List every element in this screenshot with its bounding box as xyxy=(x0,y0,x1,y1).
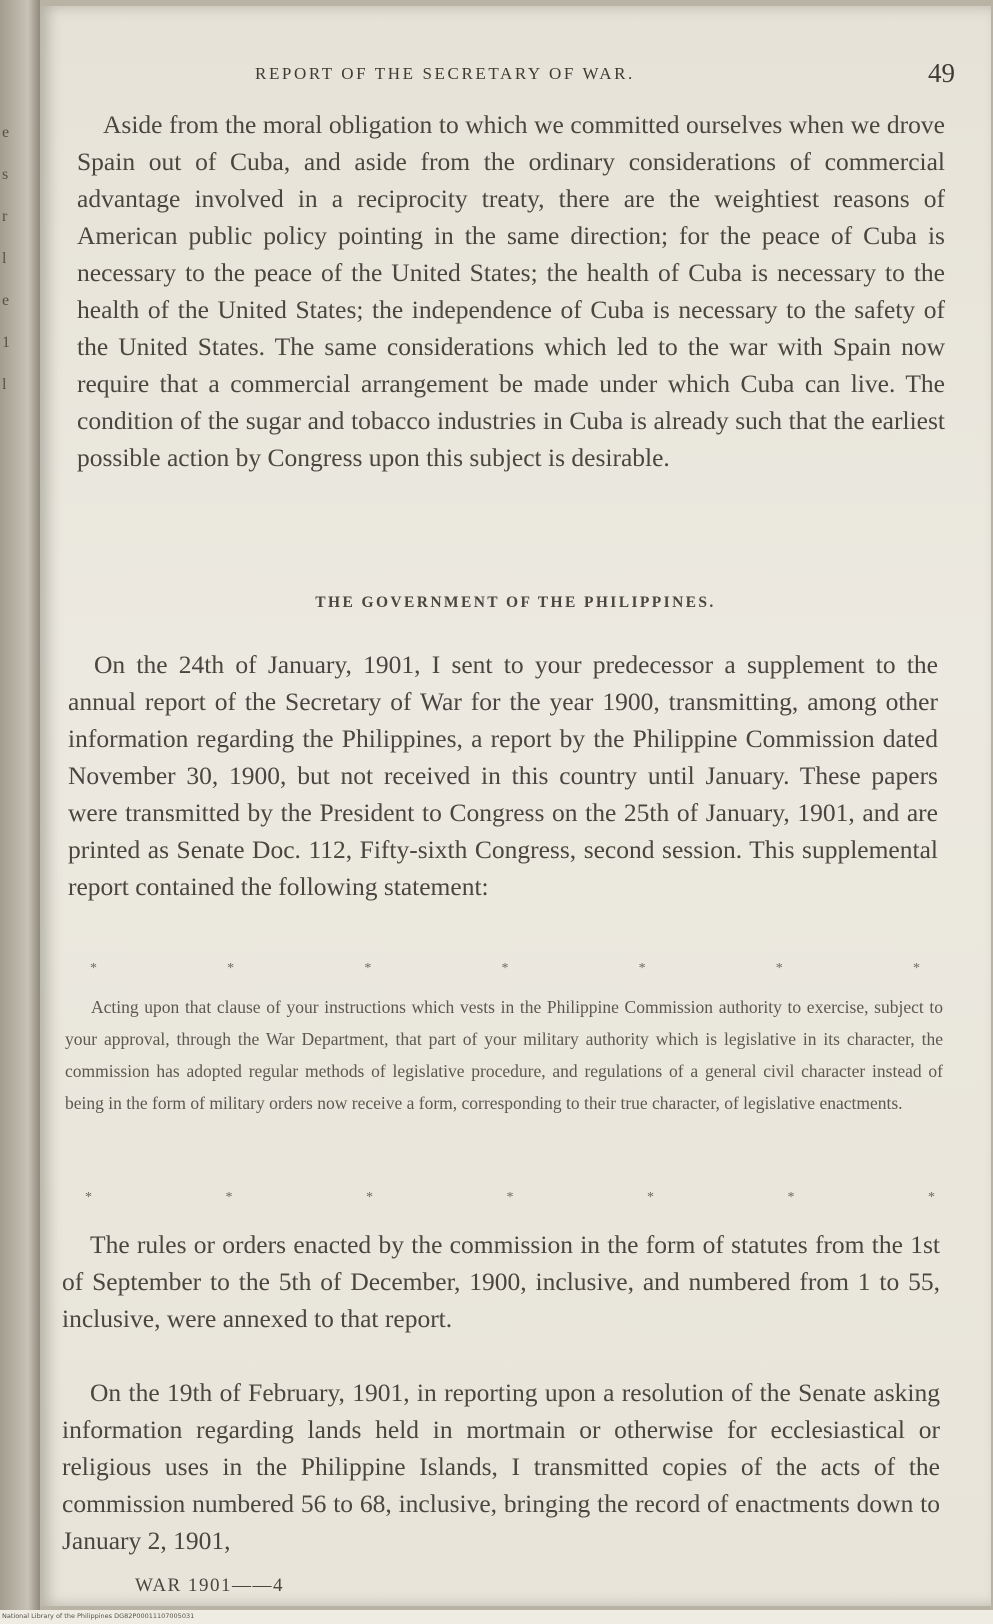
star-mark: * xyxy=(787,1190,795,1205)
star-mark: * xyxy=(85,1190,92,1205)
running-header xyxy=(255,58,955,94)
paragraph-rules-orders: The rules or orders enacted by the commission in the form of statutes from the 1st of September to the 5th of December, 1900, inclusive, and numbered from 1 to 55, inclusive, were annexed to that report. xyxy=(62,1230,940,1333)
binding-gutter xyxy=(0,0,40,1624)
document-page xyxy=(40,6,991,1606)
gutter-letter: e xyxy=(2,124,10,141)
ellipsis-stars-top xyxy=(90,961,920,977)
star-mark: * xyxy=(928,1190,935,1205)
star-mark: * xyxy=(647,1190,654,1205)
page-number: 49 xyxy=(928,58,955,88)
gutter-letter: e xyxy=(2,292,10,309)
star-mark: * xyxy=(90,961,97,976)
gutter-letter: s xyxy=(2,166,9,183)
paragraph-supplement-report: On the 24th of January, 1901, I sent to your predecessor a supplement to the annual report of the Secretary of War for the year 1900, transmitting, among other information regarding the Philippines, a report by the Philippine Commission dated November 30, 1900, but not received in this country until January. These papers were transmitted by the President to Congress on the 25th of January, 1901, and are printed as Senate Doc. 112, Fifty-sixth Congress, second session. This supplemental report contained the following statement: xyxy=(68,650,938,901)
gutter-letter: l xyxy=(2,376,7,393)
gutter-letter: l xyxy=(2,250,7,267)
star-mark: * xyxy=(501,961,509,976)
star-mark: * xyxy=(775,961,783,976)
block-quote-commission: Acting upon that clause of your instructions which vests in the Philippine Commission authority to exercise, subject to your approval, through the War Department, that part of your military authority which is legislative in its character, the commission has adopted regular methods of legislative procedure, and regulations of a general civil character instead of being in the form of military orders now receive a form, corresponding to their true character, of legislative enactments. xyxy=(65,997,943,1113)
star-mark: * xyxy=(506,1190,514,1205)
signature-mark: WAR 1901——4 xyxy=(135,1575,284,1596)
ellipsis-stars-bottom xyxy=(85,1190,935,1206)
star-mark: * xyxy=(638,961,646,976)
star-mark: * xyxy=(225,1190,233,1205)
gutter-letter: 1 xyxy=(2,334,10,351)
gutter-letters xyxy=(2,112,22,406)
scan-credit: National Library of the Philippines DG82P00011107005031 xyxy=(2,1612,195,1620)
gutter-letter: r xyxy=(2,208,8,225)
paragraph-cuba-policy: Aside from the moral obligation to which we committed ourselves when we drove Spain out of Cuba, and aside from the ordinary considerations of commercial advantage involved in a reciprocity treaty, there are the weightiest reasons of American public policy pointing in the same direction; for the peace of Cuba is necessary to the peace of the United States; the health of Cuba is necessary to the health of the United States; the independence of Cuba is necessary to the safety of the United States. The same considerations which led to the war with Spain now require that a commercial arrangement be made under which Cuba can live. The condition of the sugar and tobacco industries in Cuba is already such that the earliest possible action by Congress upon this subject is desirable. xyxy=(77,110,945,472)
star-mark: * xyxy=(366,1190,373,1205)
running-title: REPORT OF THE SECRETARY OF WAR. xyxy=(255,64,635,83)
star-mark: * xyxy=(912,961,920,976)
star-mark: * xyxy=(364,961,372,976)
paragraph-senate-resolution: On the 19th of February, 1901, in reporting upon a resolution of the Senate asking information regarding lands held in mortmain or otherwise for ecclesiastical or religious uses in the Philippine Islands, I transmitted copies of the acts of the commission numbered 56 to 68, inclusive, bringing the record of enactments down to January 2, 1901, xyxy=(62,1378,940,1555)
star-mark: * xyxy=(227,961,235,976)
section-heading: THE GOVERNMENT OF THE PHILIPPINES. xyxy=(315,594,716,611)
